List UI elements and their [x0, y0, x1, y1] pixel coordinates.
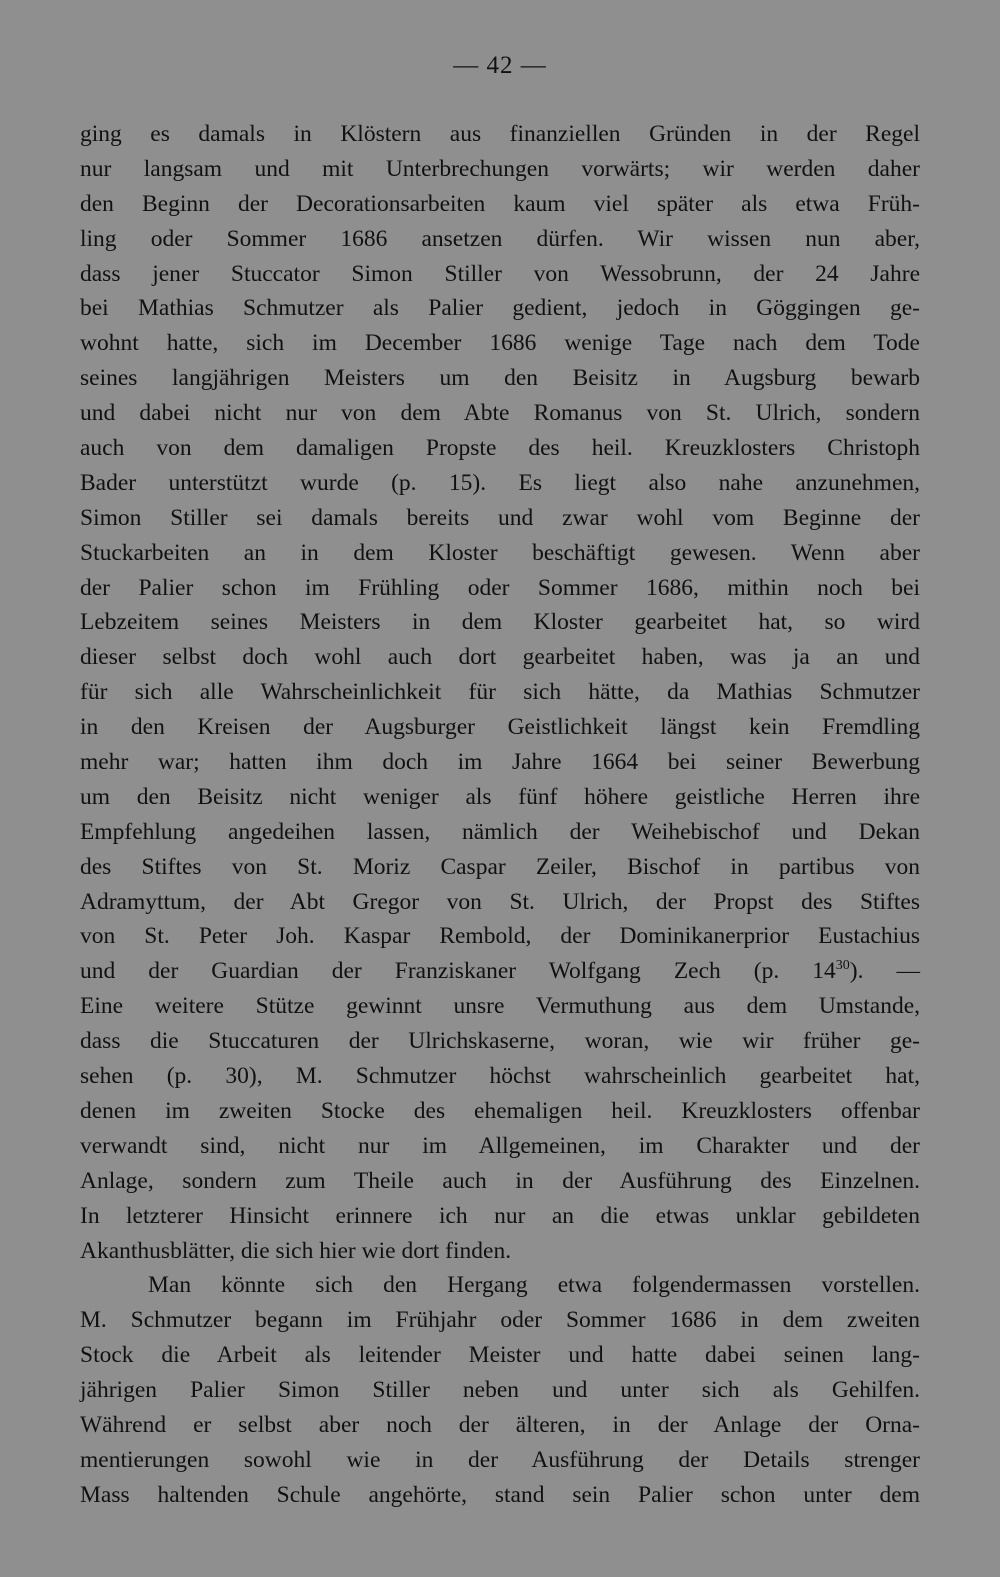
text-line: Lebzeitem seines Meisters in dem Kloster gearbeitet hat, so wird	[80, 609, 920, 636]
text-line: Akanthusblätter, die sich hier wie dort finden.	[80, 1237, 512, 1264]
text-line: denen im zweiten Stocke des ehemaligen heil. Kreuzklosters offenbar	[80, 1097, 920, 1124]
text-line: mehr war; hatten ihm doch im Jahre 1664 bei seiner Bewerbung	[80, 749, 920, 776]
text-line: von St. Peter Joh. Kaspar Rembold, der Dominikanerprior Eustachius	[80, 923, 920, 950]
text-line: Während er selbst aber noch der älteren, in der Anlage der Orna-	[80, 1411, 920, 1438]
text-line: und dabei nicht nur von dem Abte Romanus von St. Ulrich, sondern	[80, 400, 920, 427]
text-line: für sich alle Wahrscheinlichkeit für sich hätte, da Mathias Schmutzer	[80, 679, 920, 706]
text-line: dieser selbst doch wohl auch dort gearbeitet haben, was ja an und	[80, 644, 920, 671]
paragraph-2	[80, 1268, 920, 1512]
text-line: den Beginn der Decorationsarbeiten kaum viel später als etwa Früh-	[80, 190, 920, 217]
text-line: Anlage, sondern zum Theile auch in der Ausführung des Einzelnen.	[80, 1167, 920, 1194]
text-line: jährigen Palier Simon Stiller neben und unter sich als Gehilfen.	[80, 1377, 920, 1404]
text-line: der Palier schon im Frühling oder Sommer 1686, mithin noch bei	[80, 574, 920, 601]
text-line: Empfehlung angedeihen lassen, nämlich der Weihebischof und Dekan	[80, 818, 920, 845]
text-line: des Stiftes von St. Moriz Caspar Zeiler, Bischof in partibus von	[80, 853, 920, 880]
text-line: sehen (p. 30), M. Schmutzer höchst wahrscheinlich gearbeitet hat,	[80, 1063, 920, 1090]
page-number: — 42 —	[453, 52, 547, 79]
text-line: verwandt sind, nicht nur im Allgemeinen, im Charakter und der	[80, 1132, 920, 1159]
text-line-part: und der Guardian der Franziskaner Wolfgang Zech (p. 14	[80, 958, 836, 985]
text-line: wohnt hatte, sich im December 1686 wenige Tage nach dem Tode	[80, 330, 920, 357]
text-line: In letzterer Hinsicht erinnere ich nur an die etwas unklar gebildeten	[80, 1202, 920, 1229]
text-line: bei Mathias Schmutzer als Palier gedient, jedoch in Göggingen ge-	[80, 295, 920, 322]
text-line: dass jener Stuccator Simon Stiller von Wessobrunn, der 24 Jahre	[80, 260, 920, 287]
text-line: dass die Stuccaturen der Ulrichskaserne, woran, wie wir früher ge-	[80, 1028, 920, 1055]
text-line-with-footnote	[80, 954, 920, 989]
text-line: Adramyttum, der Abt Gregor von St. Ulrich, der Propst des Stiftes	[80, 888, 920, 915]
footnote-reference: 30	[835, 958, 850, 974]
text-line: Simon Stiller sei damals bereits und zwar wohl vom Beginne der	[80, 504, 920, 531]
paragraph-1	[80, 117, 920, 1268]
text-line: Eine weitere Stütze gewinnt unsre Vermuthung aus dem Umstande,	[80, 993, 920, 1020]
text-line: auch von dem damaligen Propste des heil. Kreuzklosters Christoph	[80, 435, 920, 462]
text-line: ling oder Sommer 1686 ansetzen dürfen. Wir wissen nun aber,	[80, 225, 920, 252]
text-line: um den Beisitz nicht weniger als fünf höhere geistliche Herren ihre	[80, 783, 920, 810]
text-line: Bader unterstützt wurde (p. 15). Es liegt also nahe anzunehmen,	[80, 469, 920, 496]
text-line: nur langsam und mit Unterbrechungen vorwärts; wir werden daher	[80, 155, 920, 182]
text-line: Mass haltenden Schule angehörte, stand sein Palier schon unter dem	[80, 1481, 920, 1508]
text-line: in den Kreisen der Augsburger Geistlichkeit längst kein Fremdling	[80, 714, 920, 741]
text-line: mentierungen sowohl wie in der Ausführung der Details strenger	[80, 1446, 920, 1473]
text-line: Stock die Arbeit als leitender Meister und hatte dabei seinen lang-	[80, 1342, 920, 1369]
text-line: seines langjährigen Meisters um den Beisitz in Augsburg bewarb	[80, 365, 920, 392]
text-line-part: ). —	[849, 958, 920, 985]
text-line: M. Schmutzer begann im Frühjahr oder Sommer 1686 in dem zweiten	[80, 1307, 920, 1334]
text-line: Man könnte sich den Hergang etwa folgendermassen vorstellen.	[148, 1272, 920, 1299]
text-line: Stuckarbeiten an in dem Kloster beschäftigt gewesen. Wenn aber	[80, 539, 920, 566]
text-line: ging es damals in Klöstern aus finanziellen Gründen in der Regel	[80, 121, 920, 147]
body-text	[80, 117, 920, 1513]
